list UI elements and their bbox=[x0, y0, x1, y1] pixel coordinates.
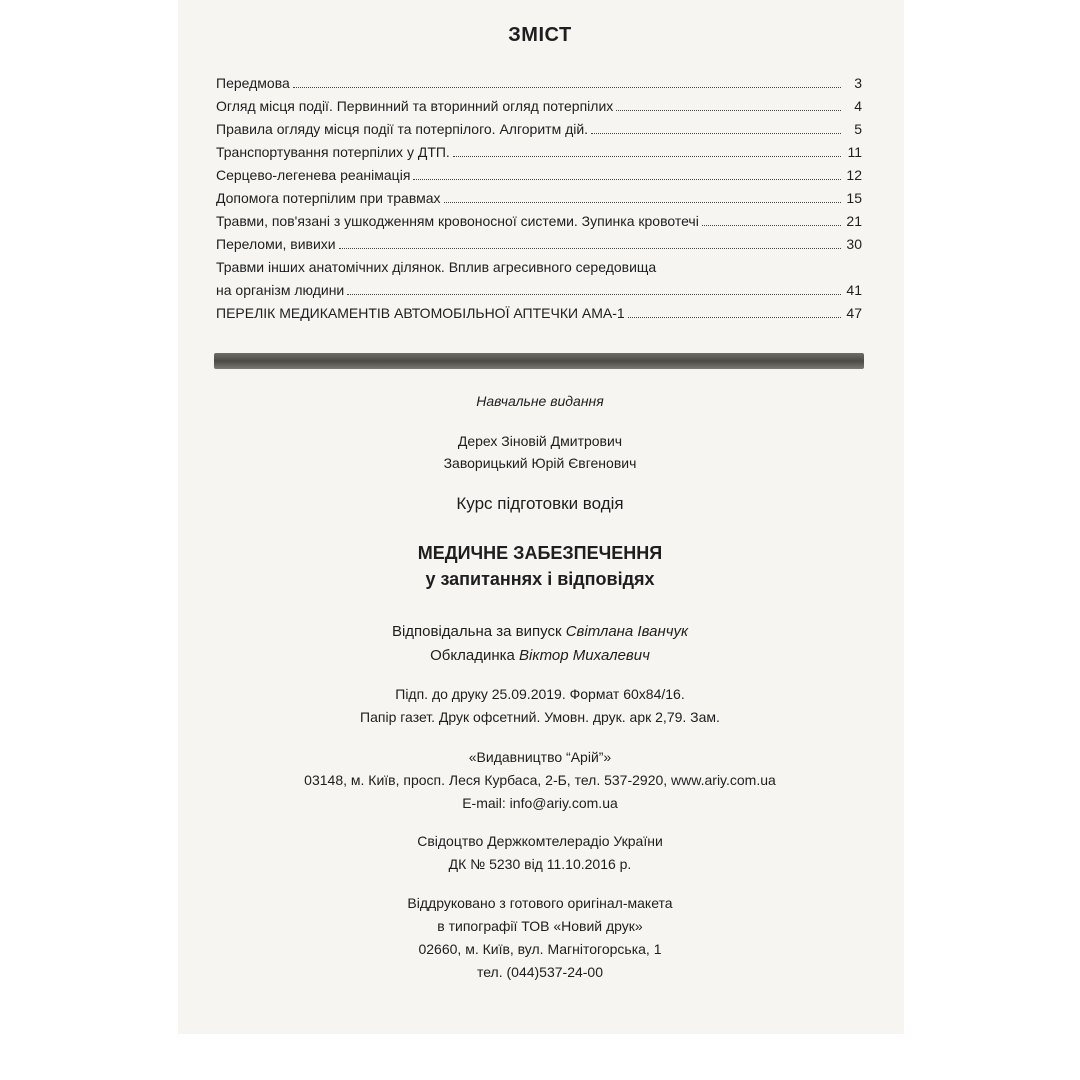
toc-entry-page: 3 bbox=[854, 75, 862, 91]
printer-line: тел. (044)537-24-00 bbox=[476, 964, 604, 980]
toc-entry-page: 11 bbox=[847, 144, 862, 160]
toc-leader-dots bbox=[591, 133, 841, 134]
toc-entry bbox=[216, 233, 862, 256]
course-name: Курс підготовки водія bbox=[456, 494, 624, 513]
print-info-line: Папір газет. Друк офсетний. Умовн. друк. арк 2,79. Зам. bbox=[360, 709, 720, 725]
responsible-line bbox=[0, 620, 1080, 644]
toc-entry-text: Допомога потерпілим при травмах bbox=[216, 190, 441, 206]
toc-entry bbox=[216, 187, 862, 210]
toc-entry-text: Передмова bbox=[216, 75, 290, 91]
certificate-line: ДК № 5230 від 11.10.2016 р. bbox=[448, 856, 632, 872]
toc-leader-dots bbox=[413, 179, 841, 180]
author-name: Дерех Зіновій Дмитрович bbox=[457, 433, 623, 449]
publisher-name: «Видавництво “Арій”» bbox=[468, 749, 612, 765]
toc-entry bbox=[216, 164, 862, 187]
author-name: Заворицький Юрій Євгенович bbox=[443, 455, 637, 471]
authors bbox=[0, 430, 1080, 474]
toc-entry-page: 21 bbox=[846, 213, 862, 229]
toc-leader-dots bbox=[347, 294, 841, 295]
toc-leader-dots bbox=[293, 87, 841, 88]
toc-entry bbox=[216, 118, 862, 141]
toc-entry-text: Серцево-легенева реанімація bbox=[216, 167, 411, 183]
toc-entry bbox=[216, 72, 862, 95]
book-subtitle: у запитаннях і відповідях bbox=[425, 569, 655, 589]
toc-entry-text: Правила огляду місця події та потерпілого. Алгоритм дій. bbox=[216, 121, 589, 137]
printer-info bbox=[0, 892, 1080, 984]
print-info bbox=[0, 683, 1080, 729]
cover-line bbox=[0, 644, 1080, 668]
cover-label: Обкладинка bbox=[430, 647, 515, 664]
printer-line: в типографії ТОВ «Новий друк» bbox=[437, 918, 643, 934]
toc-entry bbox=[216, 279, 862, 302]
toc-entry bbox=[216, 302, 862, 325]
printer-line: Віддруковано з готового оригінал-макета bbox=[407, 895, 673, 911]
toc-leader-dots bbox=[453, 156, 841, 157]
toc-entry-page: 12 bbox=[846, 167, 862, 183]
cover-name: Віктор Михалевич bbox=[519, 647, 650, 664]
toc-entry-text: Огляд місця події. Первинний та вторинний огляд потерпілих bbox=[216, 98, 614, 114]
responsible-name: Світлана Іванчук bbox=[565, 623, 689, 640]
certificate-line: Свідоцтво Держкомтелерадіо України bbox=[417, 833, 663, 849]
publisher-address: 03148, м. Київ, просп. Леся Курбаса, 2-Б, тел. 537-2920, www.ariy.com.ua bbox=[304, 772, 776, 788]
print-info-line: Підп. до друку 25.09.2019. Формат 60х84/16. bbox=[395, 686, 685, 702]
responsible-label: Відповідальна за випуск bbox=[391, 623, 562, 640]
book-title: МЕДИЧНЕ ЗАБЕЗПЕЧЕННЯ bbox=[417, 543, 663, 563]
credits bbox=[0, 620, 1080, 668]
toc-entry-page: 30 bbox=[846, 236, 862, 252]
toc-leader-dots bbox=[339, 248, 841, 249]
toc-leader-dots bbox=[444, 202, 841, 203]
toc-entry-text: на організм людини bbox=[216, 282, 345, 298]
certificate-info bbox=[0, 830, 1080, 876]
toc-entry-page: 15 bbox=[846, 190, 862, 206]
toc-entry bbox=[216, 95, 862, 118]
separator-rule bbox=[214, 353, 864, 369]
toc-entry-text: ПЕРЕЛІК МЕДИКАМЕНТІВ АВТОМОБІЛЬНОЇ АПТЕЧКИ АМА-1 bbox=[216, 305, 625, 321]
toc-leader-dots bbox=[616, 110, 841, 111]
toc-title: ЗМІСТ bbox=[508, 24, 572, 46]
toc-entry-page: 5 bbox=[854, 121, 862, 137]
toc-entry-text: Переломи, вивихи bbox=[216, 236, 336, 252]
publisher-email: E-mail: info@ariy.com.ua bbox=[462, 795, 618, 811]
toc-entry-first-line: Травми інших анатомічних ділянок. Вплив агресивного середовища bbox=[216, 259, 657, 275]
toc-entry bbox=[216, 141, 862, 164]
toc-entry-page: 47 bbox=[846, 305, 862, 321]
printer-line: 02660, м. Київ, вул. Магнітогорська, 1 bbox=[418, 941, 662, 957]
toc-entry-page: 4 bbox=[854, 98, 862, 114]
toc-entry-text: Транспортування потерпілих у ДТП. bbox=[216, 144, 450, 160]
toc-leader-dots bbox=[702, 225, 841, 226]
toc-leader-dots bbox=[628, 317, 841, 318]
toc-entry bbox=[216, 210, 862, 233]
table-of-contents bbox=[216, 72, 862, 325]
edition-type: Навчальне видання bbox=[476, 393, 604, 409]
publisher-info bbox=[0, 746, 1080, 815]
toc-entry-page: 41 bbox=[846, 282, 862, 298]
toc-entry-text: Травми, пов'язані з ушкодженням кровоносної системи. Зупинка кровотечі bbox=[216, 213, 699, 229]
